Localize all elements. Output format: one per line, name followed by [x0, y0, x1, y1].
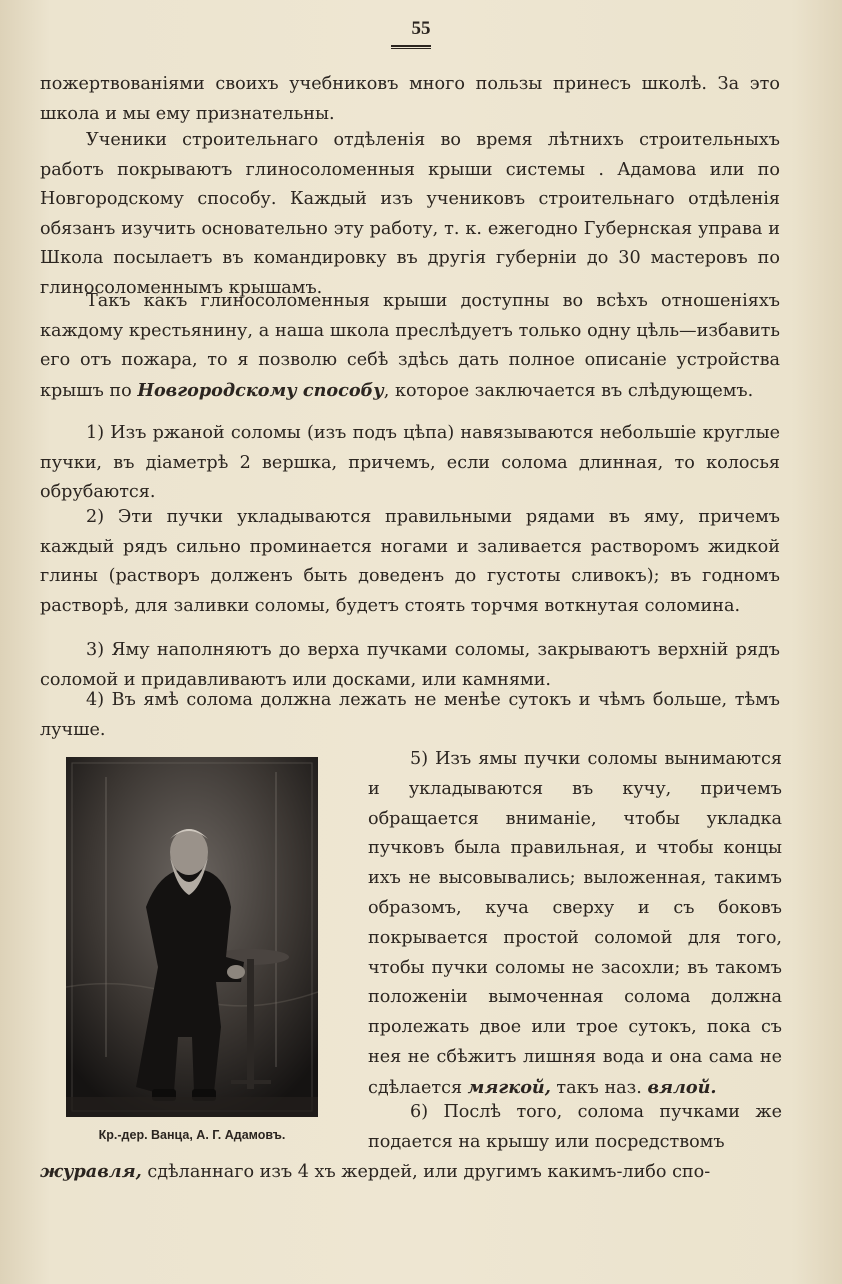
step-2: 2) Эти пучки укладываются правильными рядами въ яму, причемъ каждый рядъ сильно проминается ногами и заливается растворомъ жидкой глины (растворъ долженъ быть доведенъ до густоты сливокъ); въ годномъ растворѣ, для заливки соломы, будетъ стоять торчмя воткнутая соломина. [40, 507, 780, 616]
step-3: 3) Яму наполняютъ до верха пучками соломы, закрываютъ верхній рядъ соломой и придавливаютъ или досками, или камнями. [40, 640, 780, 690]
photo-caption: Кр.-дер. Ванца, А. Г. Адамовъ. [98, 1128, 286, 1142]
paragraph-text: , которое заключается въ слѣдующемъ. [383, 380, 754, 401]
paragraph-text: 5) Изъ ямы пучки соломы вынимаются и укладываются въ кучу, причемъ обращается вниманіе, чтобы укладка пучковъ была правильная, и чтобы концы ихъ не высовывались; выложенная, такимъ образомъ, куча сверху и съ боковъ покрывается простой соломой для того, чтобы пучки соломы не засохли; въ такомъ положеніи вымоченная солома должна пролежать двое или трое сутокъ, пока съ нея не сбѣжитъ лишняя вода и она сама не сдѣлается [368, 749, 782, 1098]
emphasis-soft: мягкой, [467, 1076, 551, 1098]
emphasis-limp: вялой. [647, 1076, 717, 1098]
step-6-continuation [40, 1157, 780, 1188]
emphasis-novgorod: Новгородскому способу [137, 379, 384, 401]
step-1: 1) Изъ ржаной соломы (изъ подъ цѣпа) навязываются небольшіе круглые пучки, въ діаметрѣ 2 вершка, причемъ, если солома длинная, то колосья обрубаются. [40, 423, 780, 503]
step-6: 6) Послѣ того, солома пучками же подается на крышу или посредствомъ [368, 1102, 782, 1152]
page-number: 55 [411, 18, 431, 39]
portrait-photo [66, 757, 318, 1117]
paragraph-text: такъ наз. [550, 1077, 648, 1098]
step-5 [368, 745, 782, 1104]
paragraph-text: Такъ какъ глиносоломенныя крыши доступны во всѣхъ отношеніяхъ каждому крестьянину, а наша школа преслѣдуетъ только одну цѣль—избавить его отъ пожара, то я позволю себѣ здѣсь дать полное описаніе устройства крышъ по [40, 291, 780, 401]
paragraph-students: Ученики строительнаго отдѣленія во время лѣтнихъ строительныхъ работъ покрываютъ глиносоломенныя крыши системы . Адамова или по Новгородскому способу. Каждый изъ учениковъ строительнаго отдѣленія обязанъ изучить основательно эту работу, т. к. ежегодно Губернская управа и Школа посылаетъ въ командировку въ другія губерніи до 30 мастеровъ по глиносоломеннымъ крышамъ. [40, 130, 780, 298]
paragraph-continuation: пожертвованіями своихъ учебниковъ много пользы принесъ школѣ. За это школа и мы ему признательны. [40, 74, 780, 124]
paragraph-roof-description [40, 287, 780, 406]
step-4: 4) Въ ямѣ солома должна лежать не менѣе сутокъ и чѣмъ больше, тѣмъ лучше. [40, 690, 780, 740]
emphasis-crane: журавля, [40, 1161, 142, 1182]
paragraph-text: сдѣланнаго изъ 4 хъ жердей, или другимъ какимъ-либо спо- [141, 1162, 711, 1182]
page-number-rule [391, 45, 431, 49]
